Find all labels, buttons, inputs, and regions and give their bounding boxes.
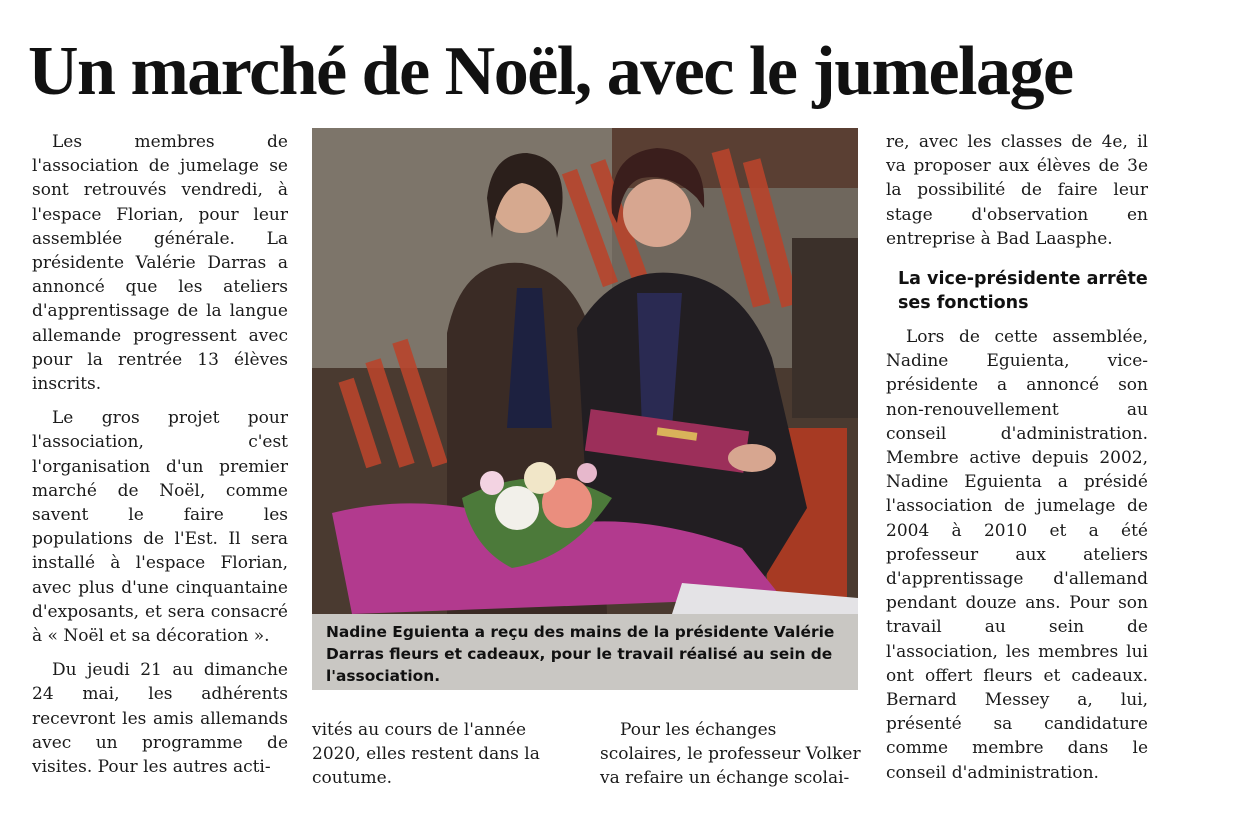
article-column-4: [886, 130, 1148, 785]
body-paragraph: Lors de cette assemblée, Nadine Eguienta, vice-présidente a annoncé son non-renouvellement au conseil d'administration. Membre active depuis 2002, Nadine Eguienta a présidé l'association de jumelage de 2004 à 2010 et a été professeur aux ateliers d'apprentissage d'allemand pendant douze ans. Pour son travail au sein de l'association, les membres lui ont offert fleurs et cadeaux. Bernard Messey a, lui, présenté sa candidature comme membre dans le conseil d'administration.: [886, 327, 1148, 783]
article-column-2: [312, 718, 576, 791]
body-paragraph: Pour les échanges scolaires, le professeur Volker va refaire un échange scolai-: [600, 720, 861, 789]
article-column-3: [600, 718, 862, 791]
body-paragraph: re, avec les classes de 4e, il va proposer aux élèves de 3e la possibilité de faire leur stage d'observation en entreprise à Bad Laasphe.: [886, 132, 1148, 249]
body-paragraph: Du jeudi 21 au dimanche 24 mai, les adhérents recevront les amis allemands avec un programme de visites. Pour les autres acti-: [32, 660, 288, 778]
section-subheading: La vice-présidente arrête ses fonctions: [898, 269, 1148, 314]
photo-block: [312, 128, 858, 690]
article-photo: [312, 128, 858, 614]
article-headline: Un marché de Noël, avec le jumelage: [28, 33, 1073, 110]
photo-caption: Nadine Eguienta a reçu des mains de la présidente Valérie Darras fleurs et cadeaux, pour le travail réalisé au sein de l'association.: [312, 614, 858, 690]
body-paragraph: Les membres de l'association de jumelage se sont retrouvés vendredi, à l'espace Florian, pour leur assemblée générale. La présidente Valérie Darras a annoncé que les ateliers d'apprentissage de la langue allemande progressent avec pour la rentrée 13 élèves inscrits.: [32, 132, 288, 395]
article-column-1: [32, 130, 288, 779]
body-paragraph: Le gros projet pour l'association, c'est l'organisation d'un premier marché de Noël, comme savent le faire les populations de l'Est. Il sera installé à l'espace Florian, avec plus d'une cinquantaine d'exposants, et sera consacré à « Noël et sa décoration ».: [32, 408, 288, 647]
body-paragraph: vités au cours de l'année 2020, elles restent dans la coutume.: [312, 720, 540, 789]
